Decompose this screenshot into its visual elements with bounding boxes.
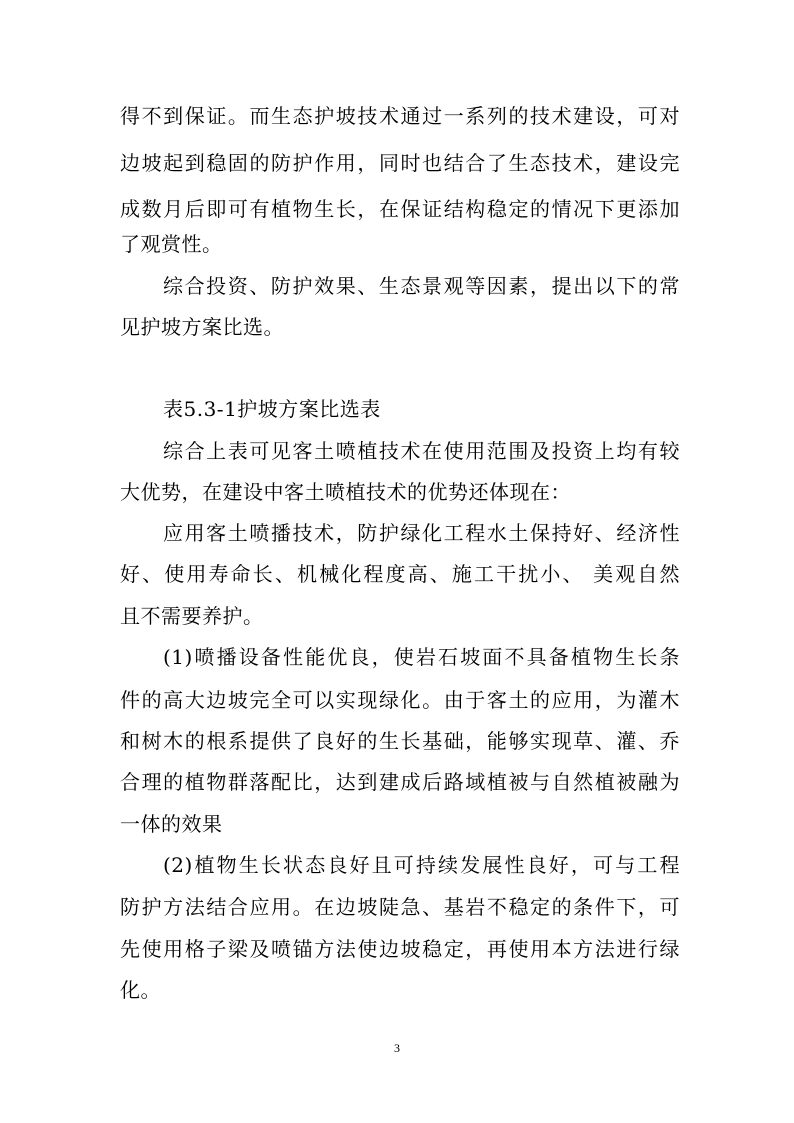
body-text-line: 边坡起到稳固的防护作用，同时也结合了生态技术，建设完 — [120, 151, 680, 175]
body-text-line: 合理的植物群落配比，达到建成后路域植被与自然植被融为 — [120, 770, 680, 794]
body-text-line: 综合投资、防护效果、生态景观等因素，提出以下的常 — [163, 274, 680, 298]
body-text-line: 和树木的根系提供了良好的生长基础，能够实现草、灌、乔 — [120, 729, 680, 753]
list-item-1-text: (1)喷播设备性能优良，使岩石坡面不具备植物生长条 — [163, 645, 680, 669]
body-text-line: 大优势，在建设中客土喷植技术的优势还体现在： — [120, 480, 571, 504]
body-text-line: 先使用格子梁及喷锚方法使边坡稳定，再使用本方法进行绿 — [120, 937, 680, 961]
body-text-line: 好、使用寿命长、机械化程度高、施工干扰小、 美观自然 — [120, 562, 680, 586]
body-text-line: 了观赏性。 — [120, 232, 223, 256]
body-text-line: 件的高大边坡完全可以实现绿化。由于客土的应用，为灌木 — [120, 688, 680, 712]
page-number: 3 — [394, 1041, 400, 1055]
body-text-line: 见护坡方案比选。 — [120, 315, 284, 339]
body-text-line: 防护方法结合应用。在边坡陡急、基岩不稳定的条件下，可 — [120, 895, 680, 919]
body-text-line: 综合上表可见客土喷植技术在使用范围及投资上均有较 — [163, 439, 680, 463]
table-caption: 表5.3-1护坡方案比选表 — [163, 397, 381, 421]
body-text-line: 化。 — [120, 978, 161, 1002]
body-text-line: 得不到保证。而生态护坡技术通过一系列的技术建设，可对 — [120, 104, 680, 128]
body-text-line: 一体的效果 — [120, 812, 223, 836]
list-item-2-text: (2)植物生长状态良好且可持续发展性良好，可与工程 — [163, 853, 680, 877]
body-text-line: 应用客土喷播技术，防护绿化工程水土保持好、经济性 — [163, 521, 680, 545]
body-text-line: 且不需要养护。 — [120, 604, 264, 628]
body-text-line: 成数月后即可有植物生长，在保证结构稳定的情况下更添加 — [120, 197, 680, 221]
